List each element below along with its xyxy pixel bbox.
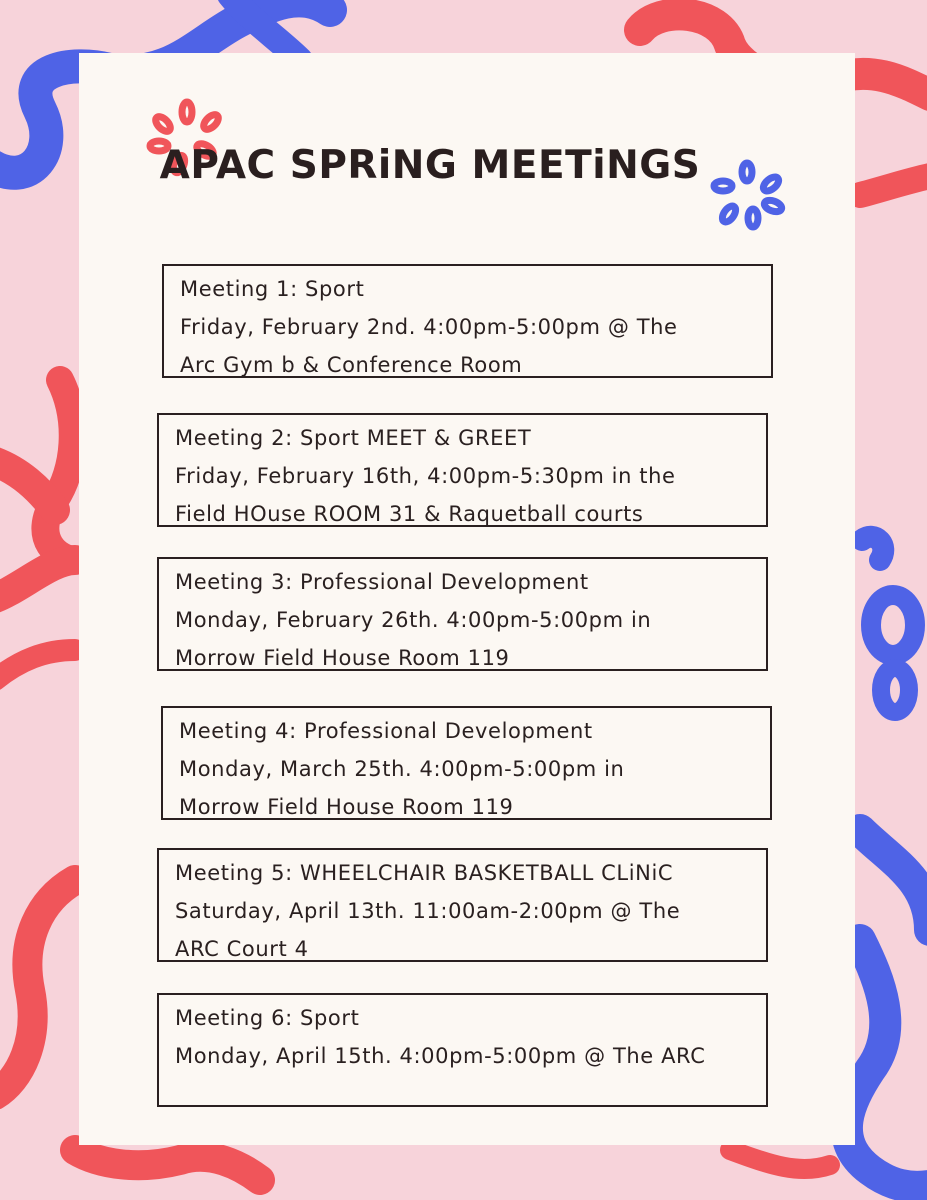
meeting-6-box bbox=[157, 993, 768, 1107]
meeting-heading: Meeting 6: Sport bbox=[175, 1006, 360, 1030]
blue-flower-burst-icon bbox=[705, 158, 790, 238]
meeting-location: Arc Gym b & Conference Room bbox=[180, 353, 523, 377]
meeting-location: Field HOuse ROOM 31 & Raquetball courts bbox=[175, 502, 644, 526]
meeting-heading: Meeting 3: Professional Development bbox=[175, 570, 589, 594]
blue-squiggle-bottom-right bbox=[847, 830, 927, 1187]
meeting-3-box bbox=[157, 557, 768, 671]
meeting-date-time: Saturday, April 13th. 11:00am-2:00pm @ The bbox=[175, 899, 681, 923]
meeting-date-time: Friday, February 16th, 4:00pm-5:30pm in the bbox=[175, 464, 676, 488]
meeting-heading: Meeting 5: WHEELCHAIR BASKETBALL CLiNiC bbox=[175, 861, 674, 885]
meeting-date-time: Monday, April 15th. 4:00pm-5:00pm @ The ARC bbox=[175, 1044, 706, 1068]
meeting-date-time: Friday, February 2nd. 4:00pm-5:00pm @ The bbox=[180, 315, 678, 339]
red-squiggle-bottom-left bbox=[0, 880, 75, 1095]
meeting-heading: Meeting 1: Sport bbox=[180, 277, 365, 301]
meeting-heading: Meeting 4: Professional Development bbox=[179, 719, 593, 743]
meeting-location: Morrow Field House Room 119 bbox=[179, 795, 514, 819]
red-squiggle-left bbox=[45, 380, 75, 560]
meeting-1-box bbox=[162, 264, 773, 378]
meeting-location: Morrow Field House Room 119 bbox=[175, 646, 510, 670]
blue-petal-right bbox=[871, 595, 915, 655]
meeting-heading: Meeting 2: Sport MEET & GREET bbox=[175, 426, 532, 450]
page-title: APAC SPRiNG MEETiNGS bbox=[159, 143, 701, 188]
meeting-date-time: Monday, March 25th. 4:00pm-5:00pm in bbox=[179, 757, 625, 781]
meeting-location: ARC Court 4 bbox=[175, 937, 309, 961]
meeting-4-box bbox=[161, 706, 772, 820]
meeting-date-time: Monday, February 26th. 4:00pm-5:00pm in bbox=[175, 608, 652, 632]
meeting-5-box bbox=[157, 848, 768, 962]
meeting-2-box bbox=[157, 413, 768, 527]
